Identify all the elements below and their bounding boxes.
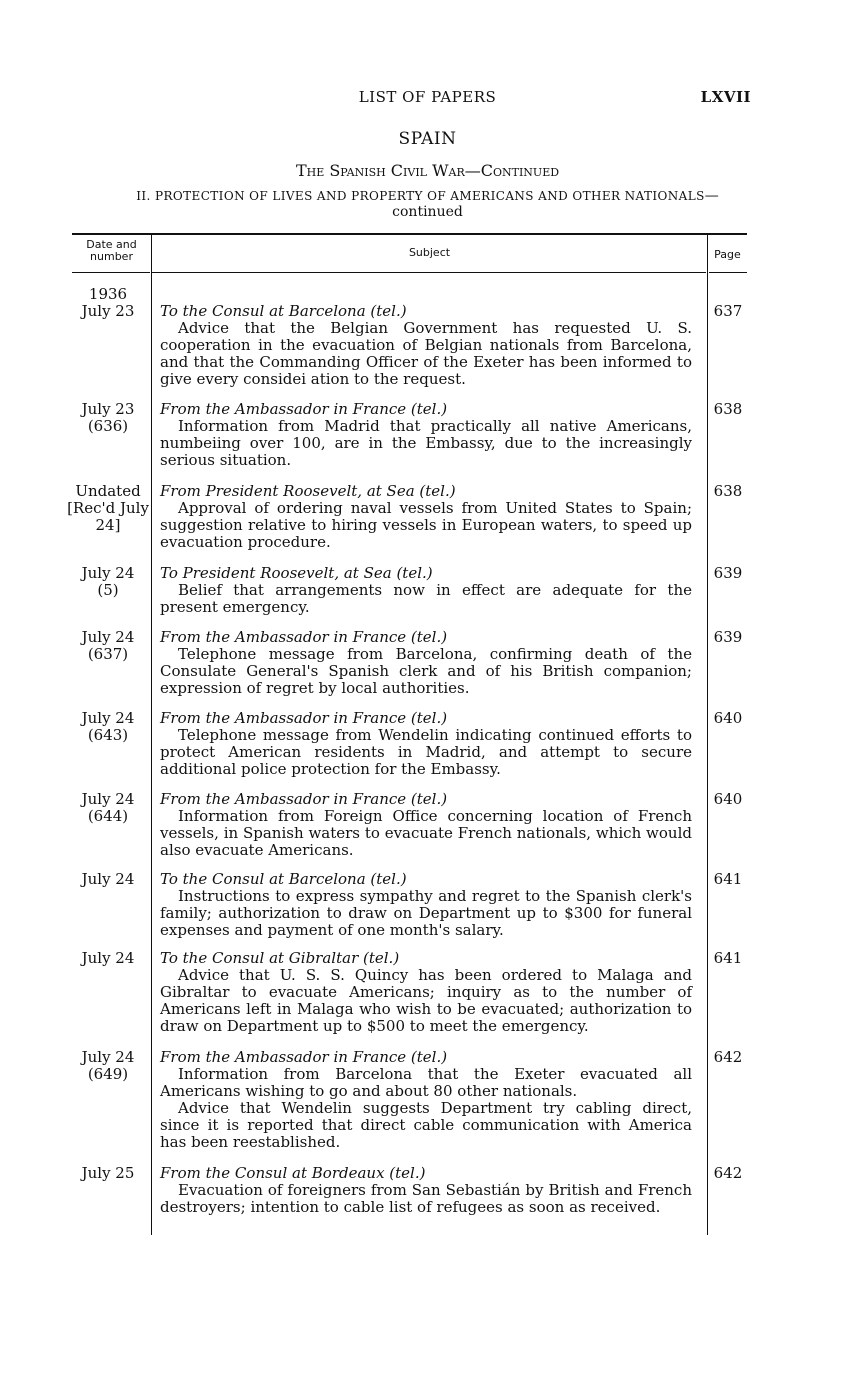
entry-summary: Information from Foreign Office concerning location of French vessels, in Spanish waters to evacuate French nationals, which would also evacuate Americans.	[160, 807, 692, 859]
entry-addressee: From the Ambassador in France (tel.)	[160, 1048, 448, 1066]
entry-addressee: From the Ambassador in France (tel.)	[160, 400, 448, 418]
entry-subject	[160, 791, 692, 859]
entry-page: 641	[713, 870, 743, 888]
entry-addressee: From the Ambassador in France (tel.)	[160, 628, 448, 646]
entry-summary-continued: Advice that Wendelin suggests Department try cabling direct, since it is reported that direct cable communication with America has been reestablished.	[160, 1099, 692, 1151]
entry-date	[72, 565, 144, 599]
entry-summary: Belief that arrangements now in effect are adequate for the present emergency.	[160, 581, 692, 616]
entry-number: (644)	[87, 807, 129, 825]
entry-date-text: July 24	[81, 790, 135, 808]
entry-addressee: From the Ambassador in France (tel.)	[160, 709, 448, 727]
entry-page: 641	[713, 949, 743, 967]
header-rule-date	[72, 272, 150, 273]
year-label: 1936	[88, 285, 128, 303]
entry-date	[72, 1049, 144, 1083]
entry-page: 637	[713, 302, 743, 320]
entry-addressee: From the Consul at Bordeaux (tel.)	[160, 1164, 426, 1182]
chapter-subtitle: The Spanish Civil War—Continued	[295, 161, 560, 180]
entry-page: 640	[713, 790, 743, 808]
entry-page: 638	[713, 400, 743, 418]
entry-addressee: From President Roosevelt, at Sea (tel.)	[160, 482, 456, 500]
papers-table	[67, 233, 747, 1233]
entry-date-text: July 24	[81, 709, 135, 727]
header-rule-subject	[152, 272, 706, 273]
entry-date: July 24	[81, 870, 135, 888]
entry-summary: Telephone message from Wendelin indicating continued efforts to protect American residents in Madrid, and attempt to secure additional police protection for the Embassy.	[160, 726, 692, 778]
entry-subject	[160, 1165, 692, 1216]
entry-subject	[160, 303, 692, 388]
entry-page: 638	[713, 482, 743, 500]
entry-date: July 25	[81, 1164, 135, 1182]
header-date: Date and number	[86, 238, 137, 263]
entry-page: 640	[713, 709, 743, 727]
entry-addressee: From the Ambassador in France (tel.)	[160, 790, 448, 808]
entry-date: Undated [Rec'd July 24]	[67, 482, 149, 534]
entry-date-text: July 24	[81, 564, 135, 582]
header-rule-page	[709, 272, 747, 273]
entry-date-text: July 24	[81, 1048, 135, 1066]
entry-date-text: July 24	[81, 628, 135, 646]
entry-date	[72, 629, 144, 663]
entry-date	[72, 401, 144, 435]
entry-number: (637)	[87, 645, 129, 663]
header-page: Page	[714, 248, 741, 261]
entry-addressee: To the Consul at Gibraltar (tel.)	[160, 949, 400, 967]
entry-subject	[160, 483, 692, 551]
running-head	[0, 88, 855, 110]
column-divider-right	[707, 235, 708, 1235]
entry-subject	[160, 401, 692, 469]
entry-page: 642	[713, 1048, 743, 1066]
entry-summary: Evacuation of foreigners from San Sebastián by British and French destroyers; intention to cable list of refugees as soon as received.	[160, 1181, 692, 1216]
entry-subject	[160, 871, 692, 939]
column-divider-left	[151, 235, 152, 1235]
entry-number: (643)	[87, 726, 129, 744]
entry-summary: Advice that U. S. S. Quincy has been ordered to Malaga and Gibraltar to evacuate Americans; inquiry as to the number of Americans left in Malaga who wish to be evacuated; authorization to draw on Department up to $500 to meet the emergency.	[160, 966, 692, 1035]
running-head-title: LIST OF PAPERS	[358, 88, 497, 106]
section-heading-text: II. PROTECTION OF LIVES AND PROPERTY OF AMERICANS AND OTHER NATIONALS	[136, 189, 705, 203]
entry-number: (5)	[97, 581, 119, 599]
entry-addressee: To the Consul at Barcelona (tel.)	[160, 870, 407, 888]
entry-subject	[160, 565, 692, 616]
entry-date-text: July 23	[81, 400, 135, 418]
entry-page: 639	[713, 564, 743, 582]
entry-date	[72, 791, 144, 825]
entry-subject	[160, 1049, 692, 1151]
entry-addressee: To President Roosevelt, at Sea (tel.)	[160, 564, 433, 582]
entry-summary: Information from Madrid that practically all native Americans, numbeiing over 100, are in the Embassy, due to the increasingly serious situation.	[160, 417, 692, 469]
entry-date	[72, 710, 144, 744]
table-top-rule	[72, 233, 747, 235]
entry-summary: Telephone message from Barcelona, confirming death of the Consulate General's Spanish clerk and of his British companion; expression of regret by local authorities.	[160, 645, 692, 697]
entry-summary: Instructions to express sympathy and regret to the Spanish clerk's family; authorization to draw on Department up to $300 for funeral expenses and payment of one month's salary.	[160, 887, 692, 939]
entry-addressee: To the Consul at Barcelona (tel.)	[160, 302, 407, 320]
entry-date: July 24	[81, 949, 135, 967]
entry-summary: Approval of ordering naval vessels from United States to Spain; suggestion relative to hiring vessels in European waters, to speed up evacuation procedure.	[160, 499, 692, 551]
section-heading	[110, 188, 745, 220]
entry-summary: Information from Barcelona that the Exeter evacuated all Americans wishing to go and about 80 other nationals.	[160, 1065, 692, 1100]
entry-number: (649)	[87, 1065, 129, 1083]
entry-page: 642	[713, 1164, 743, 1182]
country-heading: SPAIN	[398, 129, 457, 149]
running-head-page-number: LXVII	[700, 88, 751, 106]
entry-date: July 23	[81, 302, 135, 320]
entry-number: (636)	[87, 417, 129, 435]
entry-subject	[160, 629, 692, 697]
header-subject: Subject	[408, 246, 451, 259]
entry-page: 639	[713, 628, 743, 646]
section-heading-tail: —continued	[392, 188, 719, 220]
entry-subject	[160, 710, 692, 778]
entry-subject	[160, 950, 692, 1035]
entry-summary: Advice that the Belgian Government has requested U. S. cooperation in the evacuation of Belgian nationals from Barcelona, and that the Commanding Officer of the Exeter has been informed to give every considei ation to the request.	[160, 319, 692, 388]
